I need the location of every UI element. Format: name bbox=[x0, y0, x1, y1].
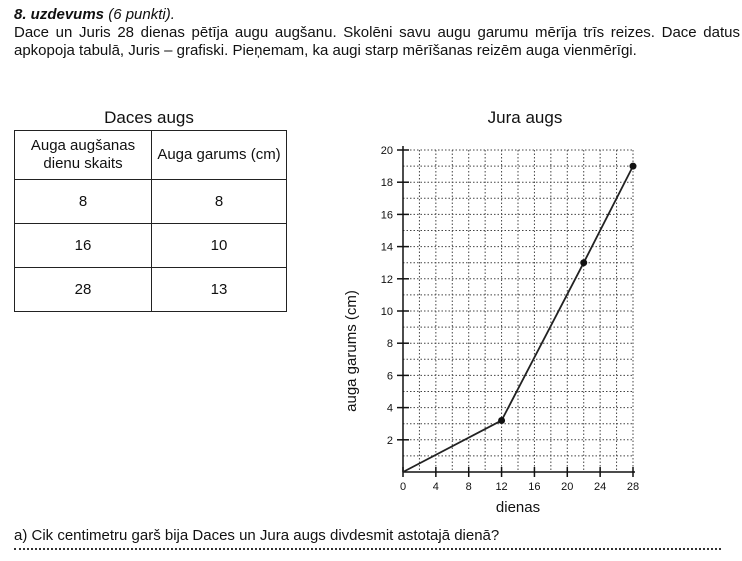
y-tick-label: 14 bbox=[380, 241, 393, 254]
cell-length: 13 bbox=[152, 268, 287, 312]
header-length: Auga garums (cm) bbox=[152, 131, 287, 180]
x-tick-label: 24 bbox=[594, 481, 607, 493]
question-a: a) Cik centimetru garš bija Daces un Jura augs divdesmit astotajā dienā? bbox=[14, 527, 500, 544]
y-tick-label: 12 bbox=[380, 273, 393, 286]
data-point bbox=[580, 259, 587, 266]
task-points: (6 punkti). bbox=[108, 6, 175, 23]
y-tick-label: 4 bbox=[386, 402, 393, 415]
task-number: 8. uzdevums bbox=[14, 6, 105, 23]
y-tick-label: 20 bbox=[380, 145, 393, 157]
answer-line bbox=[14, 548, 721, 550]
dace-table bbox=[14, 130, 287, 312]
x-axis-label: dienas bbox=[495, 499, 541, 516]
juris-chart bbox=[330, 140, 650, 522]
y-axis-label: auga garums (cm) bbox=[343, 290, 360, 412]
task-heading bbox=[14, 6, 175, 24]
x-tick-label: 8 bbox=[465, 481, 472, 493]
table-row bbox=[15, 268, 287, 312]
y-tick-label: 2 bbox=[386, 434, 393, 447]
data-point bbox=[498, 417, 505, 424]
data-point bbox=[630, 163, 637, 170]
x-tick-label: 4 bbox=[432, 481, 439, 493]
x-tick-label: 12 bbox=[495, 481, 508, 493]
y-tick-label: 8 bbox=[386, 338, 393, 351]
cell-days: 28 bbox=[15, 268, 152, 312]
table-row bbox=[15, 180, 287, 224]
header-days: Auga augšanas dienu skaits bbox=[15, 131, 152, 180]
task-intro: Dace un Juris 28 dienas pētīja augu augšanu. Skolēni savu augu garumu mērīja trīs reizes. Dace datus apkopoja tabulā, Juris – grafiski. Pieņemam, ka augi starp mērīšanas reizēm auga vienmērīgi. bbox=[14, 24, 740, 59]
y-tick-label: 6 bbox=[386, 370, 393, 383]
y-tick-label: 16 bbox=[380, 209, 393, 222]
cell-length: 10 bbox=[152, 224, 287, 268]
x-tick-label: 20 bbox=[561, 481, 574, 493]
x-tick-label: 28 bbox=[626, 481, 640, 493]
chart-title: Jura augs bbox=[487, 108, 563, 127]
y-tick-label: 18 bbox=[380, 177, 393, 190]
cell-days: 8 bbox=[15, 180, 152, 224]
x-tick-label: 16 bbox=[528, 481, 541, 493]
x-tick-label: 0 bbox=[399, 481, 407, 493]
cell-length: 8 bbox=[152, 180, 287, 224]
table-row bbox=[15, 224, 287, 268]
table-header-row bbox=[15, 131, 287, 180]
table-title: Daces augs bbox=[104, 108, 194, 127]
cell-days: 16 bbox=[15, 224, 152, 268]
y-tick-label: 10 bbox=[380, 306, 393, 318]
